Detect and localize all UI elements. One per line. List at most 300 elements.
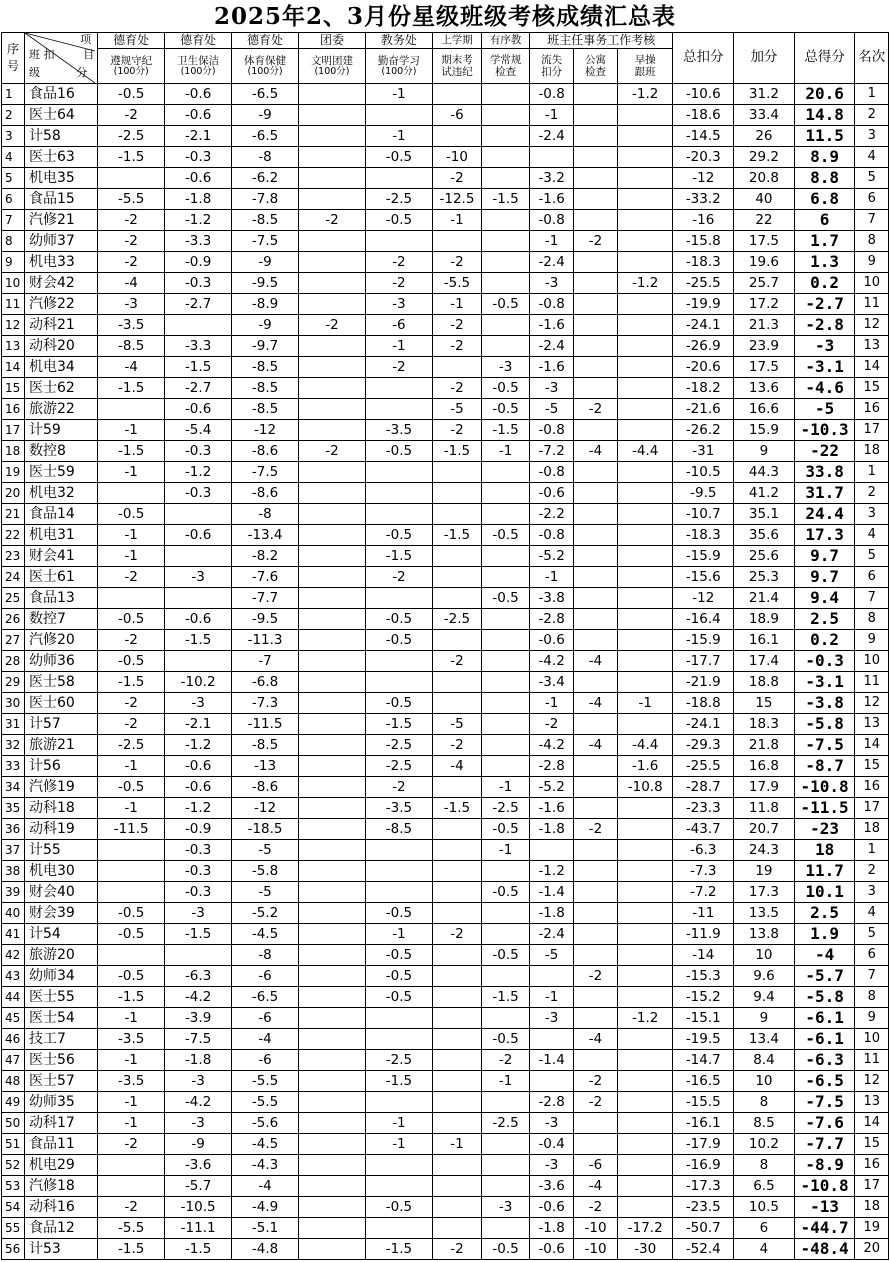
cell-wenming	[299, 966, 366, 987]
cell-qimo	[432, 987, 481, 1008]
cell-mingci: 14	[855, 1113, 889, 1134]
cell-xuechang	[482, 735, 530, 756]
cell-seq: 30	[2, 693, 25, 714]
cell-zaocao	[618, 462, 673, 483]
cell-zaocao	[618, 672, 673, 693]
col-zaocao: 早操 跟班	[618, 49, 673, 84]
cell-tiyu: -12	[232, 798, 299, 819]
cell-weisheng: -0.3	[165, 882, 232, 903]
cell-xuechang	[482, 126, 530, 147]
cell-zongdefen: -13	[794, 1197, 855, 1218]
cell-qinfen	[365, 168, 432, 189]
cell-qinfen: -2.5	[365, 189, 432, 210]
cell-qimo	[432, 1155, 481, 1176]
cell-xuechang	[482, 546, 530, 567]
cell-qinfen: -0.5	[365, 525, 432, 546]
table-row	[2, 84, 889, 105]
cell-zaocao	[618, 420, 673, 441]
cell-mingci: 7	[855, 966, 889, 987]
cell-liushi: -2.4	[530, 924, 574, 945]
cell-jiafen: 13.6	[734, 378, 795, 399]
cell-zongkoufen: -15.3	[673, 966, 734, 987]
cell-zaocao: -1.2	[618, 1008, 673, 1029]
cell-xuechang: -0.5	[482, 399, 530, 420]
cell-zongdefen: -6.1	[794, 1029, 855, 1050]
cell-zongkoufen: -18.2	[673, 378, 734, 399]
cell-liushi: -2.4	[530, 252, 574, 273]
cell-qinfen: -3	[365, 294, 432, 315]
cell-xuechang	[482, 1218, 530, 1239]
cell-mingci: 16	[855, 1155, 889, 1176]
cell-class: 旅游22	[25, 399, 98, 420]
cell-qimo: -4	[432, 756, 481, 777]
cell-zaocao	[618, 294, 673, 315]
cell-zunguishouji: -0.5	[98, 777, 165, 798]
cell-zunguishouji: -5.5	[98, 1218, 165, 1239]
cell-zongkoufen: -20.3	[673, 147, 734, 168]
cell-liushi: -1.8	[530, 903, 574, 924]
cell-seq: 34	[2, 777, 25, 798]
cell-zongkoufen: -15.8	[673, 231, 734, 252]
cell-tiyu: -11.5	[232, 714, 299, 735]
cell-zunguishouji	[98, 399, 165, 420]
cell-liushi: -1	[530, 231, 574, 252]
cell-qimo: -2	[432, 924, 481, 945]
cell-class: 医士63	[25, 147, 98, 168]
cell-zunguishouji: -3.5	[98, 1071, 165, 1092]
cell-zaocao: -1.2	[618, 84, 673, 105]
cell-wenming	[299, 945, 366, 966]
cell-gongyu	[574, 147, 618, 168]
cell-jiafen: 17.5	[734, 231, 795, 252]
cell-zongkoufen: -15.5	[673, 1092, 734, 1113]
cell-qimo	[432, 84, 481, 105]
cell-jiafen: 25.6	[734, 546, 795, 567]
cell-weisheng: -0.3	[165, 441, 232, 462]
cell-wenming	[299, 777, 366, 798]
cell-gongyu: -2	[574, 399, 618, 420]
cell-zongdefen: 1.3	[794, 252, 855, 273]
cell-liushi: -0.8	[530, 210, 574, 231]
cell-qinfen	[365, 861, 432, 882]
group-deyu-3: 德育处	[232, 33, 299, 49]
cell-qimo	[432, 462, 481, 483]
cell-qimo	[432, 861, 481, 882]
cell-wenming	[299, 567, 366, 588]
cell-zaocao	[618, 945, 673, 966]
cell-class: 动科18	[25, 798, 98, 819]
cell-class: 食品12	[25, 1218, 98, 1239]
cell-qinfen	[365, 651, 432, 672]
cell-weisheng: -3.9	[165, 1008, 232, 1029]
cell-gongyu	[574, 1134, 618, 1155]
cell-zongkoufen: -10.6	[673, 84, 734, 105]
cell-liushi: -0.6	[530, 483, 574, 504]
cell-zongkoufen: -43.7	[673, 819, 734, 840]
cell-class: 数控8	[25, 441, 98, 462]
cell-qimo: -1.5	[432, 798, 481, 819]
cell-qimo	[432, 357, 481, 378]
cell-zongdefen: -3.1	[794, 357, 855, 378]
cell-mingci: 10	[855, 273, 889, 294]
cell-tiyu: -5.8	[232, 861, 299, 882]
table-row	[2, 1197, 889, 1218]
cell-jiafen: 26	[734, 126, 795, 147]
cell-xuechang	[482, 630, 530, 651]
cell-qimo: -2	[432, 1239, 481, 1260]
cell-qimo: -2	[432, 315, 481, 336]
cell-mingci: 2	[855, 861, 889, 882]
cell-weisheng	[165, 651, 232, 672]
cell-weisheng: -2.1	[165, 714, 232, 735]
cell-gongyu	[574, 840, 618, 861]
cell-class: 机电31	[25, 525, 98, 546]
cell-xuechang: -1.5	[482, 420, 530, 441]
cell-zunguishouji: -2	[98, 210, 165, 231]
cell-liushi: -1.6	[530, 315, 574, 336]
cell-qimo: -2	[432, 168, 481, 189]
cell-zongdefen: 20.6	[794, 84, 855, 105]
cell-class: 计58	[25, 126, 98, 147]
cell-liushi: -3.4	[530, 672, 574, 693]
cell-xuechang: -2	[482, 1050, 530, 1071]
cell-zongdefen: -7.7	[794, 1134, 855, 1155]
cell-liushi: -1	[530, 693, 574, 714]
cell-qinfen: -0.5	[365, 441, 432, 462]
cell-qinfen: -2.5	[365, 756, 432, 777]
cell-tiyu: -8.5	[232, 210, 299, 231]
cell-mingci: 20	[855, 1239, 889, 1260]
cell-zongkoufen: -24.1	[673, 714, 734, 735]
cell-wenming	[299, 756, 366, 777]
cell-zongdefen: -11.5	[794, 798, 855, 819]
cell-mingci: 8	[855, 987, 889, 1008]
cell-qinfen: -1	[365, 126, 432, 147]
cell-qimo: -2	[432, 735, 481, 756]
cell-xuechang	[482, 756, 530, 777]
cell-zunguishouji: -2	[98, 231, 165, 252]
cell-gongyu	[574, 672, 618, 693]
cell-qinfen: -0.5	[365, 903, 432, 924]
cell-zunguishouji	[98, 945, 165, 966]
cell-liushi: -1.6	[530, 189, 574, 210]
cell-tiyu: -6	[232, 966, 299, 987]
cell-zunguishouji: -0.5	[98, 903, 165, 924]
col-zunguishouji: 遵规守纪 (100分)	[98, 49, 165, 84]
cell-wenming	[299, 651, 366, 672]
cell-zunguishouji: -4	[98, 357, 165, 378]
cell-class: 财会41	[25, 546, 98, 567]
cell-weisheng: -0.9	[165, 819, 232, 840]
cell-weisheng: -3.3	[165, 231, 232, 252]
cell-zongkoufen: -12	[673, 588, 734, 609]
cell-weisheng: -0.6	[165, 105, 232, 126]
cell-weisheng: -3.3	[165, 336, 232, 357]
cell-tiyu: -11.3	[232, 630, 299, 651]
cell-zunguishouji: -1	[98, 1092, 165, 1113]
cell-jiafen: 23.9	[734, 336, 795, 357]
cell-zongdefen: -44.7	[794, 1218, 855, 1239]
cell-seq: 44	[2, 987, 25, 1008]
cell-wenming	[299, 1029, 366, 1050]
cell-zongkoufen: -14	[673, 945, 734, 966]
cell-seq: 49	[2, 1092, 25, 1113]
table-row	[2, 483, 889, 504]
cell-zongkoufen: -21.6	[673, 399, 734, 420]
cell-tiyu: -7.6	[232, 567, 299, 588]
cell-qinfen: -2	[365, 357, 432, 378]
table-row	[2, 588, 889, 609]
cell-weisheng: -4.2	[165, 1092, 232, 1113]
cell-liushi: -1.6	[530, 798, 574, 819]
cell-qinfen	[365, 672, 432, 693]
cell-seq: 12	[2, 315, 25, 336]
cell-zaocao: -30	[618, 1239, 673, 1260]
cell-qimo: -5	[432, 714, 481, 735]
cell-weisheng: -7.5	[165, 1029, 232, 1050]
cell-wenming	[299, 861, 366, 882]
col-jiafen: 加分	[734, 33, 795, 84]
cell-gongyu	[574, 630, 618, 651]
cell-class: 计57	[25, 714, 98, 735]
cell-seq: 23	[2, 546, 25, 567]
cell-seq: 42	[2, 945, 25, 966]
cell-zunguishouji: -4	[98, 273, 165, 294]
cell-gongyu: -6	[574, 1155, 618, 1176]
cell-zongkoufen: -17.7	[673, 651, 734, 672]
cell-zunguishouji: -2.5	[98, 735, 165, 756]
cell-jiafen: 41.2	[734, 483, 795, 504]
cell-liushi: -3.6	[530, 1176, 574, 1197]
cell-qinfen: -6	[365, 315, 432, 336]
cell-gongyu	[574, 483, 618, 504]
cell-zunguishouji: -0.5	[98, 84, 165, 105]
cell-zaocao	[618, 1113, 673, 1134]
cell-weisheng	[165, 315, 232, 336]
cell-xuechang	[482, 504, 530, 525]
cell-gongyu	[574, 1008, 618, 1029]
cell-gongyu	[574, 168, 618, 189]
cell-qimo	[432, 882, 481, 903]
cell-xuechang	[482, 609, 530, 630]
cell-gongyu: -10	[574, 1239, 618, 1260]
cell-zongdefen: 6.8	[794, 189, 855, 210]
cell-qinfen: -1	[365, 1113, 432, 1134]
cell-gongyu	[574, 1050, 618, 1071]
cell-qimo: -1.5	[432, 441, 481, 462]
cell-seq: 1	[2, 84, 25, 105]
cell-zongkoufen: -19.5	[673, 1029, 734, 1050]
cell-zongdefen: -7.5	[794, 1092, 855, 1113]
cell-jiafen: 17.3	[734, 882, 795, 903]
cell-wenming	[299, 1197, 366, 1218]
table-row	[2, 966, 889, 987]
cell-qinfen	[365, 882, 432, 903]
cell-qimo	[432, 777, 481, 798]
cell-jiafen: 21.3	[734, 315, 795, 336]
cell-qimo	[432, 693, 481, 714]
cell-wenming	[299, 420, 366, 441]
cell-class: 财会40	[25, 882, 98, 903]
cell-weisheng: -3	[165, 903, 232, 924]
cell-zongdefen: 17.3	[794, 525, 855, 546]
cell-zaocao: -1.6	[618, 756, 673, 777]
cell-wenming	[299, 798, 366, 819]
cell-tiyu: -6.5	[232, 987, 299, 1008]
cell-qinfen: -0.5	[365, 210, 432, 231]
cell-zongkoufen: -7.3	[673, 861, 734, 882]
cell-qimo	[432, 966, 481, 987]
cell-zongkoufen: -11.9	[673, 924, 734, 945]
cell-zongdefen: -3.8	[794, 693, 855, 714]
cell-jiafen: 10.2	[734, 1134, 795, 1155]
table-row	[2, 945, 889, 966]
cell-liushi: -3.8	[530, 588, 574, 609]
table-row	[2, 567, 889, 588]
cell-weisheng: -6.3	[165, 966, 232, 987]
cell-zunguishouji: -0.5	[98, 504, 165, 525]
cell-zaocao	[618, 231, 673, 252]
cell-zongdefen: 0.2	[794, 630, 855, 651]
cell-mingci: 8	[855, 609, 889, 630]
cell-zunguishouji	[98, 840, 165, 861]
cell-mingci: 11	[855, 672, 889, 693]
cell-xuechang	[482, 1176, 530, 1197]
cell-seq: 27	[2, 630, 25, 651]
cell-mingci: 6	[855, 567, 889, 588]
cell-qimo	[432, 1176, 481, 1197]
table-row	[2, 336, 889, 357]
cell-class: 技工7	[25, 1029, 98, 1050]
table-row	[2, 1113, 889, 1134]
cell-xuechang	[482, 924, 530, 945]
header-diagonal: 项 班 扣 目 级 分	[25, 33, 98, 84]
cell-zongkoufen: -25.5	[673, 756, 734, 777]
cell-qinfen	[365, 1008, 432, 1029]
cell-xuechang	[482, 1155, 530, 1176]
cell-tiyu: -6	[232, 1008, 299, 1029]
cell-zongkoufen: -15.6	[673, 567, 734, 588]
cell-zunguishouji: -2	[98, 1134, 165, 1155]
cell-gongyu: -2	[574, 231, 618, 252]
cell-xuechang: -1	[482, 840, 530, 861]
cell-mingci: 14	[855, 357, 889, 378]
cell-weisheng: -1.5	[165, 924, 232, 945]
cell-jiafen: 6.5	[734, 1176, 795, 1197]
cell-class: 医士57	[25, 1071, 98, 1092]
cell-tiyu: -13.4	[232, 525, 299, 546]
cell-qinfen: -1.5	[365, 546, 432, 567]
cell-gongyu: -4	[574, 693, 618, 714]
cell-gongyu: -2	[574, 1092, 618, 1113]
cell-mingci: 11	[855, 1050, 889, 1071]
table-row	[2, 378, 889, 399]
cell-zongdefen: 10.1	[794, 882, 855, 903]
cell-wenming	[299, 819, 366, 840]
cell-jiafen: 13.4	[734, 1029, 795, 1050]
cell-qinfen: -2	[365, 567, 432, 588]
cell-gongyu	[574, 882, 618, 903]
cell-qimo	[432, 231, 481, 252]
cell-seq: 8	[2, 231, 25, 252]
cell-liushi: -1.6	[530, 357, 574, 378]
table-row	[2, 231, 889, 252]
cell-weisheng: -3	[165, 693, 232, 714]
cell-seq: 13	[2, 336, 25, 357]
cell-jiafen: 17.4	[734, 651, 795, 672]
cell-zongdefen: -5.7	[794, 966, 855, 987]
cell-qinfen: -0.5	[365, 693, 432, 714]
cell-zongkoufen: -26.2	[673, 420, 734, 441]
cell-gongyu	[574, 861, 618, 882]
cell-wenming: -2	[299, 315, 366, 336]
cell-wenming	[299, 525, 366, 546]
cell-xuechang	[482, 483, 530, 504]
table-row	[2, 504, 889, 525]
cell-mingci: 16	[855, 399, 889, 420]
cell-class: 机电29	[25, 1155, 98, 1176]
cell-qimo	[432, 567, 481, 588]
cell-zongdefen: -7.5	[794, 735, 855, 756]
table-row	[2, 189, 889, 210]
cell-liushi: -3	[530, 1008, 574, 1029]
cell-zunguishouji: -1.5	[98, 147, 165, 168]
cell-zongkoufen: -14.5	[673, 126, 734, 147]
cell-tiyu: -5	[232, 840, 299, 861]
cell-zaocao	[618, 483, 673, 504]
cell-qinfen	[365, 378, 432, 399]
cell-xuechang: -2.5	[482, 1113, 530, 1134]
cell-liushi: -0.6	[530, 630, 574, 651]
cell-qimo	[432, 1029, 481, 1050]
table-row	[2, 924, 889, 945]
cell-zaocao	[618, 315, 673, 336]
cell-tiyu: -4.5	[232, 1134, 299, 1155]
cell-weisheng: -0.6	[165, 168, 232, 189]
cell-qimo: -1	[432, 210, 481, 231]
cell-seq: 39	[2, 882, 25, 903]
cell-class: 汽修22	[25, 294, 98, 315]
cell-zongdefen: 9.7	[794, 567, 855, 588]
cell-jiafen: 18.3	[734, 714, 795, 735]
cell-seq: 33	[2, 756, 25, 777]
cell-wenming	[299, 168, 366, 189]
cell-seq: 31	[2, 714, 25, 735]
cell-zongkoufen: -17.9	[673, 1134, 734, 1155]
cell-zaocao	[618, 189, 673, 210]
cell-mingci: 2	[855, 105, 889, 126]
cell-zongdefen: 33.8	[794, 462, 855, 483]
cell-zaocao	[618, 1029, 673, 1050]
cell-class: 数控7	[25, 609, 98, 630]
cell-qinfen: -1	[365, 336, 432, 357]
cell-gongyu	[574, 105, 618, 126]
cell-zunguishouji: -2.5	[98, 126, 165, 147]
cell-gongyu: -4	[574, 1029, 618, 1050]
cell-xuechang	[482, 1008, 530, 1029]
cell-weisheng: -10.5	[165, 1197, 232, 1218]
cell-seq: 35	[2, 798, 25, 819]
cell-weisheng: -1.2	[165, 735, 232, 756]
cell-zongdefen: 11.5	[794, 126, 855, 147]
cell-gongyu	[574, 84, 618, 105]
cell-weisheng: -0.3	[165, 147, 232, 168]
cell-weisheng: -0.9	[165, 252, 232, 273]
cell-liushi: -1	[530, 987, 574, 1008]
cell-qimo	[432, 1050, 481, 1071]
cell-class: 医士62	[25, 378, 98, 399]
cell-weisheng: -3	[165, 1113, 232, 1134]
